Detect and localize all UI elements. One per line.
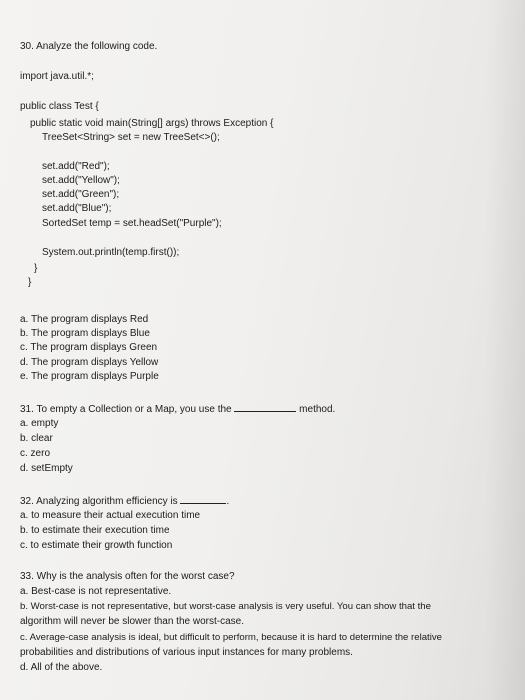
code-line: } — [28, 277, 32, 288]
q30-option-d: d. The program displays Yellow — [20, 357, 159, 368]
code-line: TreeSet<String> set = new TreeSet<>(); — [42, 132, 220, 143]
q33-option-c-cont: probabilities and distributions of various input instances for many problems. — [20, 647, 353, 658]
q32-option-a: a. to measure their actual execution time — [20, 510, 201, 521]
code-line: set.add("Green"); — [42, 189, 120, 200]
q31-option-d: d. setEmpty — [20, 463, 73, 474]
q30-option-b: b. The program displays Blue — [20, 328, 150, 339]
q30-option-c: c. The program displays Green — [20, 342, 158, 353]
q31-option-a: a. empty — [20, 418, 59, 429]
q33-option-d: d. All of the above. — [20, 662, 103, 673]
code-line: import java.util.*; — [20, 71, 94, 82]
answer-blank — [234, 402, 296, 412]
code-line: public static void main(String[] args) throws Exception { — [30, 118, 274, 129]
answer-blank — [180, 494, 226, 504]
code-line: set.add("Blue"); — [42, 203, 112, 214]
q31-prompt — [0, 402, 335, 416]
q32-prompt — [0, 494, 229, 508]
q31-prompt-text: 31. To empty a Collection or a Map, you use the — [20, 404, 232, 415]
q30-prompt: 30. Analyze the following code. — [20, 41, 158, 52]
code-line: SortedSet temp = set.headSet("Purple"); — [42, 218, 222, 229]
q31-option-b: b. clear — [20, 433, 53, 444]
q33-option-b: b. Worst-case is not representative, but worst-case analysis is very useful. You can show that the — [20, 601, 431, 612]
q33-option-a: a. Best-case is not representative. — [20, 586, 172, 597]
q30-option-a: a. The program displays Red — [20, 314, 149, 325]
q31-option-c: c. zero — [20, 448, 51, 459]
q33-prompt: 33. Why is the analysis often for the worst case? — [20, 571, 235, 582]
q33-option-c: c. Average-case analysis is ideal, but difficult to perform, because it is hard to determine the relative — [20, 632, 442, 643]
page-shadow — [485, 0, 525, 700]
code-line: set.add("Yellow"); — [42, 175, 120, 186]
code-line: public class Test { — [20, 101, 99, 112]
code-line: } — [34, 263, 38, 274]
q32-prompt-text: 32. Analyzing algorithm efficiency is — [20, 496, 178, 507]
q33-option-b-cont: algorithm will never be slower than the worst-case. — [20, 616, 244, 627]
code-line: set.add("Red"); — [42, 161, 110, 172]
q32-option-b: b. to estimate their execution time — [20, 525, 170, 536]
q32-prompt-suffix: . — [226, 496, 230, 507]
q32-option-c: c. to estimate their growth function — [20, 540, 173, 551]
q30-option-e: e. The program displays Purple — [20, 371, 159, 382]
q31-prompt-suffix: method. — [299, 404, 336, 415]
code-line: System.out.println(temp.first()); — [42, 247, 180, 258]
